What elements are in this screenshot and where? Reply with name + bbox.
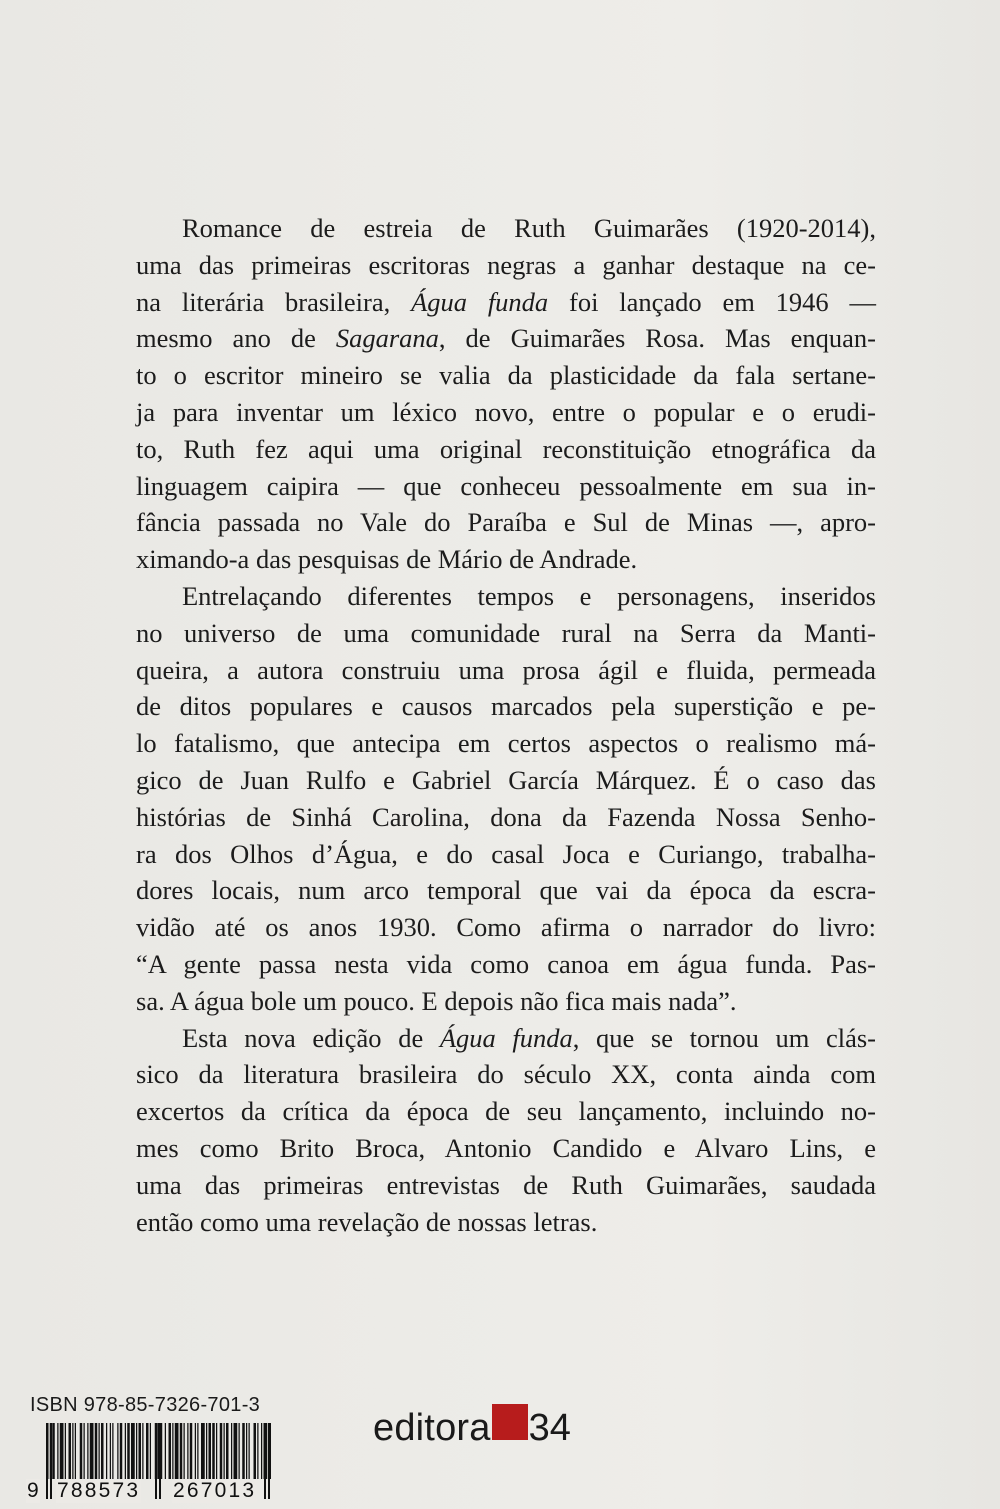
blurb-line: to, Ruth fez aqui uma original reconstituição etnográfica da bbox=[136, 433, 876, 464]
barcode-bar bbox=[52, 1423, 55, 1479]
blurb-line: no universo de uma comunidade rural na Serra da Manti- bbox=[136, 617, 876, 648]
barcode-bar bbox=[90, 1423, 94, 1479]
blurb-paragraph bbox=[136, 210, 876, 578]
blurb-line bbox=[136, 320, 876, 357]
barcode-bar bbox=[60, 1423, 64, 1479]
blurb-line: queira, a autora construiu uma prosa ágil e fluida, permeada bbox=[136, 654, 876, 685]
barcode bbox=[26, 1421, 288, 1509]
barcode-bar bbox=[165, 1423, 166, 1479]
barcode-bar bbox=[242, 1423, 245, 1479]
isbn-label: ISBN 978-85-7326-701-3 bbox=[30, 1394, 261, 1416]
blurb-line: dores locais, num arco temporal que vai da época da escra- bbox=[136, 875, 876, 906]
blurb-line: histórias de Sinhá Carolina, dona da Fazenda Nossa Senho- bbox=[136, 801, 876, 832]
blurb-line: ra dos Olhos d’Água, e do casal Joca e Curiango, trabalha- bbox=[136, 838, 876, 869]
barcode-bar bbox=[120, 1423, 123, 1479]
blurb-line: excertos da crítica da época de seu lançamento, incluindo no- bbox=[136, 1096, 876, 1127]
barcode-bar bbox=[201, 1423, 205, 1479]
barcode-bar bbox=[246, 1423, 247, 1479]
blurb-line bbox=[136, 284, 876, 321]
barcode-bar bbox=[184, 1423, 185, 1479]
barcode-bar bbox=[72, 1423, 73, 1479]
blurb-line: fância passada no Vale do Paraíba e Sul de Minas —, apro- bbox=[136, 507, 876, 538]
barcode-bar bbox=[69, 1423, 72, 1479]
blurb-line bbox=[136, 1020, 876, 1057]
barcode-bar bbox=[190, 1423, 193, 1479]
barcode-bar bbox=[106, 1423, 107, 1479]
barcode-bar bbox=[125, 1423, 126, 1479]
blurb-line: então como uma revelação de nossas letras. bbox=[136, 1206, 598, 1237]
barcode-bar bbox=[239, 1423, 240, 1479]
blurb-text: foi lançado em 1946 — bbox=[548, 286, 876, 317]
blurb-line: Romance de estreia de Ruth Guimarães (1920-2014), bbox=[182, 213, 876, 243]
publisher-number: 34 bbox=[528, 1406, 571, 1449]
blurb-italic-title: Água funda bbox=[439, 1022, 573, 1053]
blurb-line: sico da literatura brasileira do século XX, conta ainda com bbox=[136, 1059, 876, 1090]
blurb-text: , de Guimarães Rosa. Mas enquan- bbox=[438, 323, 876, 354]
blurb-line: ximando-a das pesquisas de Mário de Andrade. bbox=[136, 544, 638, 575]
blurb-italic-title: Sagarana bbox=[335, 323, 439, 354]
barcode-bar bbox=[180, 1423, 183, 1479]
barcode-bar bbox=[257, 1423, 258, 1479]
barcode-bar bbox=[197, 1423, 198, 1479]
back-cover-blurb bbox=[136, 210, 876, 1240]
barcode-bar bbox=[117, 1423, 118, 1479]
blurb-text: Esta nova edição de bbox=[182, 1022, 440, 1053]
barcode-bar bbox=[80, 1423, 83, 1479]
barcode-bar bbox=[220, 1423, 223, 1479]
barcode-bar bbox=[161, 1423, 162, 1479]
publisher-logo bbox=[373, 1403, 571, 1453]
blurb-line: uma das primeiras escritoras negras a ganhar destaque na ce- bbox=[136, 249, 876, 280]
barcode-bar bbox=[209, 1423, 212, 1479]
blurb-line: vidão até os anos 1930. Como afirma o narrador do livro: bbox=[136, 912, 876, 943]
barcode-bar bbox=[110, 1423, 111, 1479]
barcode-bar bbox=[216, 1423, 217, 1479]
blurb-line: linguagem caipira — que conheceu pessoalmente em sua in- bbox=[136, 470, 876, 501]
barcode-bar bbox=[172, 1423, 173, 1479]
blurb-text: mesmo ano de bbox=[136, 323, 336, 354]
blurb-line: lo fatalismo, que antecipa em certos aspectos o realismo má- bbox=[136, 728, 876, 759]
barcode-bar bbox=[99, 1423, 100, 1479]
publisher-name: editora bbox=[373, 1406, 491, 1449]
barcode-bar bbox=[142, 1423, 143, 1479]
barcode-bar bbox=[131, 1423, 135, 1479]
blurb-line: gico de Juan Rulfo e Gabriel García Márquez. É o caso das bbox=[136, 764, 876, 795]
barcode-bar bbox=[136, 1423, 137, 1479]
barcode-bar bbox=[87, 1423, 88, 1479]
blurb-paragraph bbox=[136, 1020, 876, 1241]
barcode-bar bbox=[169, 1423, 172, 1479]
barcode-bar bbox=[101, 1423, 104, 1479]
barcode-bar bbox=[57, 1423, 58, 1479]
barcode-bar bbox=[254, 1423, 257, 1479]
barcode-bar bbox=[234, 1423, 238, 1479]
barcode-bar bbox=[224, 1423, 225, 1479]
barcode-bar bbox=[84, 1423, 85, 1479]
barcode-bar bbox=[139, 1423, 142, 1479]
barcode-bar bbox=[231, 1423, 232, 1479]
barcode-bar bbox=[127, 1423, 130, 1479]
barcode-bar bbox=[226, 1423, 229, 1479]
blurb-line: uma das primeiras entrevistas de Ruth Guimarães, saudada bbox=[136, 1169, 876, 1200]
barcode-bar bbox=[195, 1423, 196, 1479]
barcode-bar bbox=[95, 1423, 98, 1479]
blurb-line: to o escritor mineiro se valia da plasticidade da fala sertane- bbox=[136, 360, 876, 391]
barcode-bar bbox=[150, 1423, 151, 1479]
barcode-bar bbox=[175, 1423, 179, 1479]
blurb-text: na literária brasileira, bbox=[136, 286, 412, 317]
blurb-italic-title: Água funda bbox=[411, 286, 549, 317]
blurb-line: sa. A água bole um pouco. E depois não fica mais nada”. bbox=[136, 985, 737, 1016]
isbn-barcode-block bbox=[26, 1394, 288, 1509]
barcode-bar bbox=[65, 1423, 66, 1479]
blurb-line: mes como Brito Broca, Antonio Candido e Alvaro Lins, e bbox=[136, 1132, 876, 1163]
barcode-bar bbox=[261, 1423, 262, 1479]
blurb-paragraph bbox=[136, 578, 876, 1020]
barcode-digits-right: 267013 bbox=[173, 1479, 257, 1502]
barcode-bar bbox=[206, 1423, 207, 1479]
barcode-digits bbox=[26, 1479, 288, 1507]
barcode-bar bbox=[75, 1423, 76, 1479]
barcode-bar bbox=[112, 1423, 113, 1479]
blurb-line: ja para inventar um léxico novo, entre o popular e o erudi- bbox=[136, 396, 876, 427]
barcode-bar bbox=[212, 1423, 215, 1479]
blurb-line: de ditos populares e causos marcados pela superstição e pe- bbox=[136, 691, 876, 722]
barcode-bar bbox=[249, 1423, 250, 1479]
barcode-bar bbox=[146, 1423, 149, 1479]
barcode-digits-left: 788573 bbox=[57, 1479, 141, 1502]
blurb-line: Entrelaçando diferentes tempos e personagens, inseridos bbox=[182, 580, 876, 611]
publisher-logo-square bbox=[492, 1404, 528, 1440]
barcode-digit-first: 9 bbox=[27, 1479, 39, 1502]
blurb-line: “A gente passa nesta vida como canoa em água funda. Pas- bbox=[136, 948, 876, 979]
blurb-text: , que se tornou um clás- bbox=[572, 1022, 876, 1053]
barcode-bar bbox=[187, 1423, 188, 1479]
